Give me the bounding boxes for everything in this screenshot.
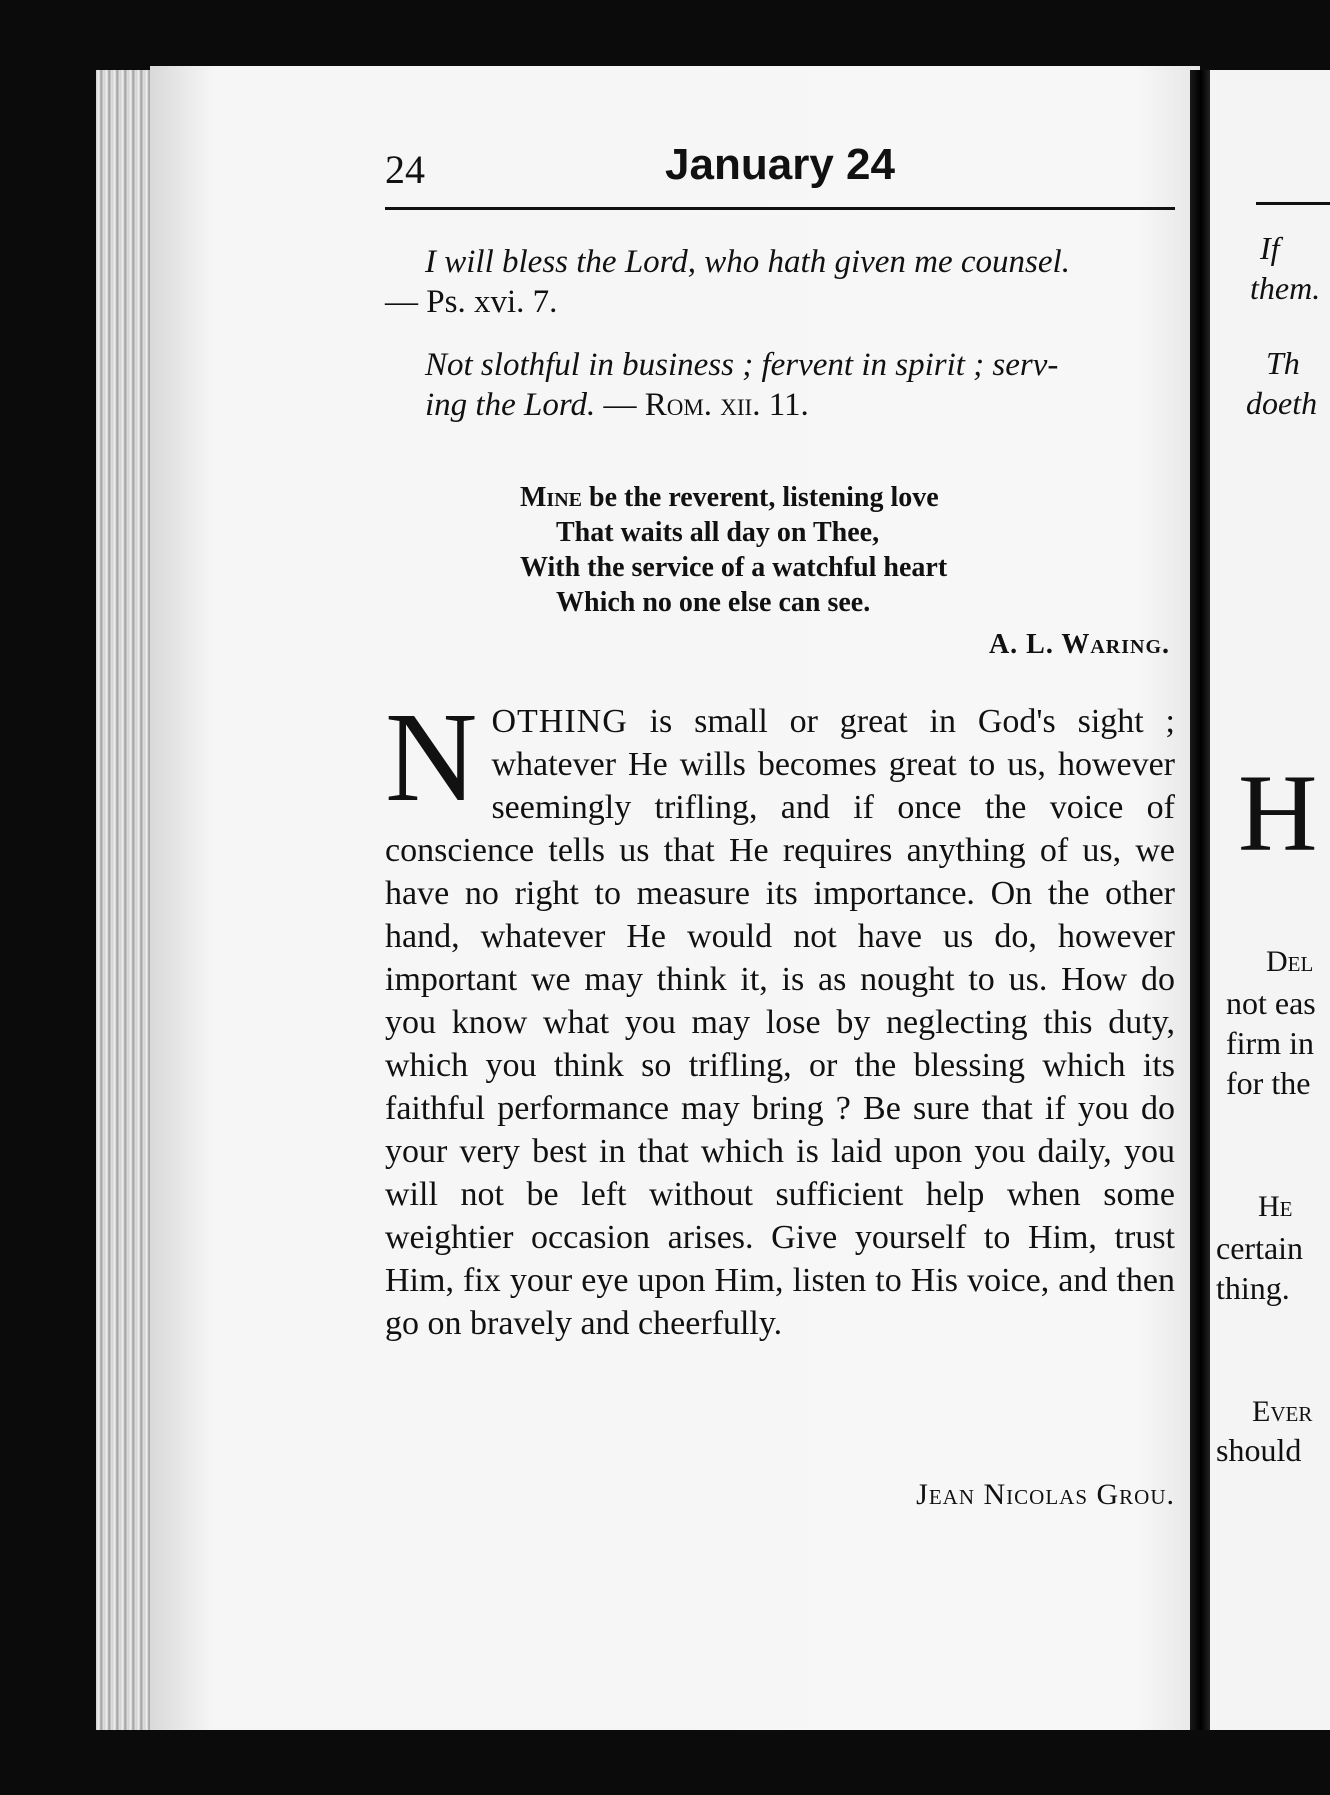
prose-author: Jean Nicolas Grou. — [916, 1478, 1175, 1511]
facing-fragment: doeth — [1246, 385, 1318, 421]
lead-word: OTHING — [491, 703, 628, 740]
facing-fragment: If — [1260, 230, 1280, 266]
verse-2 — [385, 345, 1175, 425]
poem-line: That waits all day on Thee, — [556, 517, 880, 548]
poem-line: Which no one else can see. — [556, 587, 871, 618]
facing-page — [1210, 70, 1330, 1730]
page-title: January 24 — [665, 140, 895, 189]
prose-text: is small or great in God's sight ; whatever He wills becomes great to us, however seemingly trifling, and if once the voice of conscience tells us that He requires anything of us, we have no right to measure its importance. On the other hand, whatever He would not have us do, however important we may think it, is as nought to us. How do you know what you may lose by neglecting this duty, which you think so trifling, or the blessing which its faithful performance may bring ? Be sure that if you do your very best in that which is laid upon you daily, you will not be left without sufficient help when some weightier occasion arises. Give yourself to Him, trust Him, fix your eye upon Him, listen to His voice, and then go on bravely and cheerfully. — [385, 703, 1175, 1342]
facing-fragment: them. — [1250, 270, 1321, 306]
facing-fragment: certain — [1216, 1230, 1304, 1266]
page-number: 24 — [385, 147, 425, 192]
page-header — [385, 140, 1175, 200]
verse-2-reference: — Rom. xii. 11. — [603, 387, 809, 423]
facing-fragment: Del — [1266, 945, 1314, 978]
facing-fragment: Th — [1266, 345, 1300, 381]
verse-1-reference: — Ps. xvi. 7. — [385, 284, 558, 320]
poem-line: Mine be the reverent, listening love — [520, 482, 939, 513]
header-rule — [385, 207, 1175, 210]
verse-1-text: I will bless the Lord, who hath given me counsel. — [425, 244, 1070, 280]
facing-drop-cap: H — [1238, 752, 1318, 874]
poem-first-word: Mine — [520, 482, 582, 513]
facing-fragment: not eas — [1226, 985, 1316, 1021]
facing-fragment: He — [1258, 1190, 1293, 1223]
facing-fragment: thing. — [1216, 1270, 1290, 1306]
facing-fragment: should — [1216, 1432, 1302, 1468]
verse-1 — [385, 242, 1175, 322]
facing-header-rule — [1256, 202, 1330, 205]
facing-fragment: Ever — [1252, 1395, 1313, 1428]
poem-author: A. L. Waring. — [988, 629, 1170, 660]
drop-cap: N — [385, 686, 478, 828]
facing-fragment: for the — [1226, 1065, 1311, 1101]
facing-fragment: firm in — [1226, 1025, 1314, 1061]
verse-2-text: Not slothful in business ; fervent in spirit ; serv- ing the Lord. — [425, 347, 1059, 423]
prose-passage — [385, 686, 1175, 1345]
book-gutter — [1190, 70, 1212, 1730]
poem — [520, 480, 1170, 660]
poem-line: With the service of a watchful heart — [520, 552, 948, 583]
